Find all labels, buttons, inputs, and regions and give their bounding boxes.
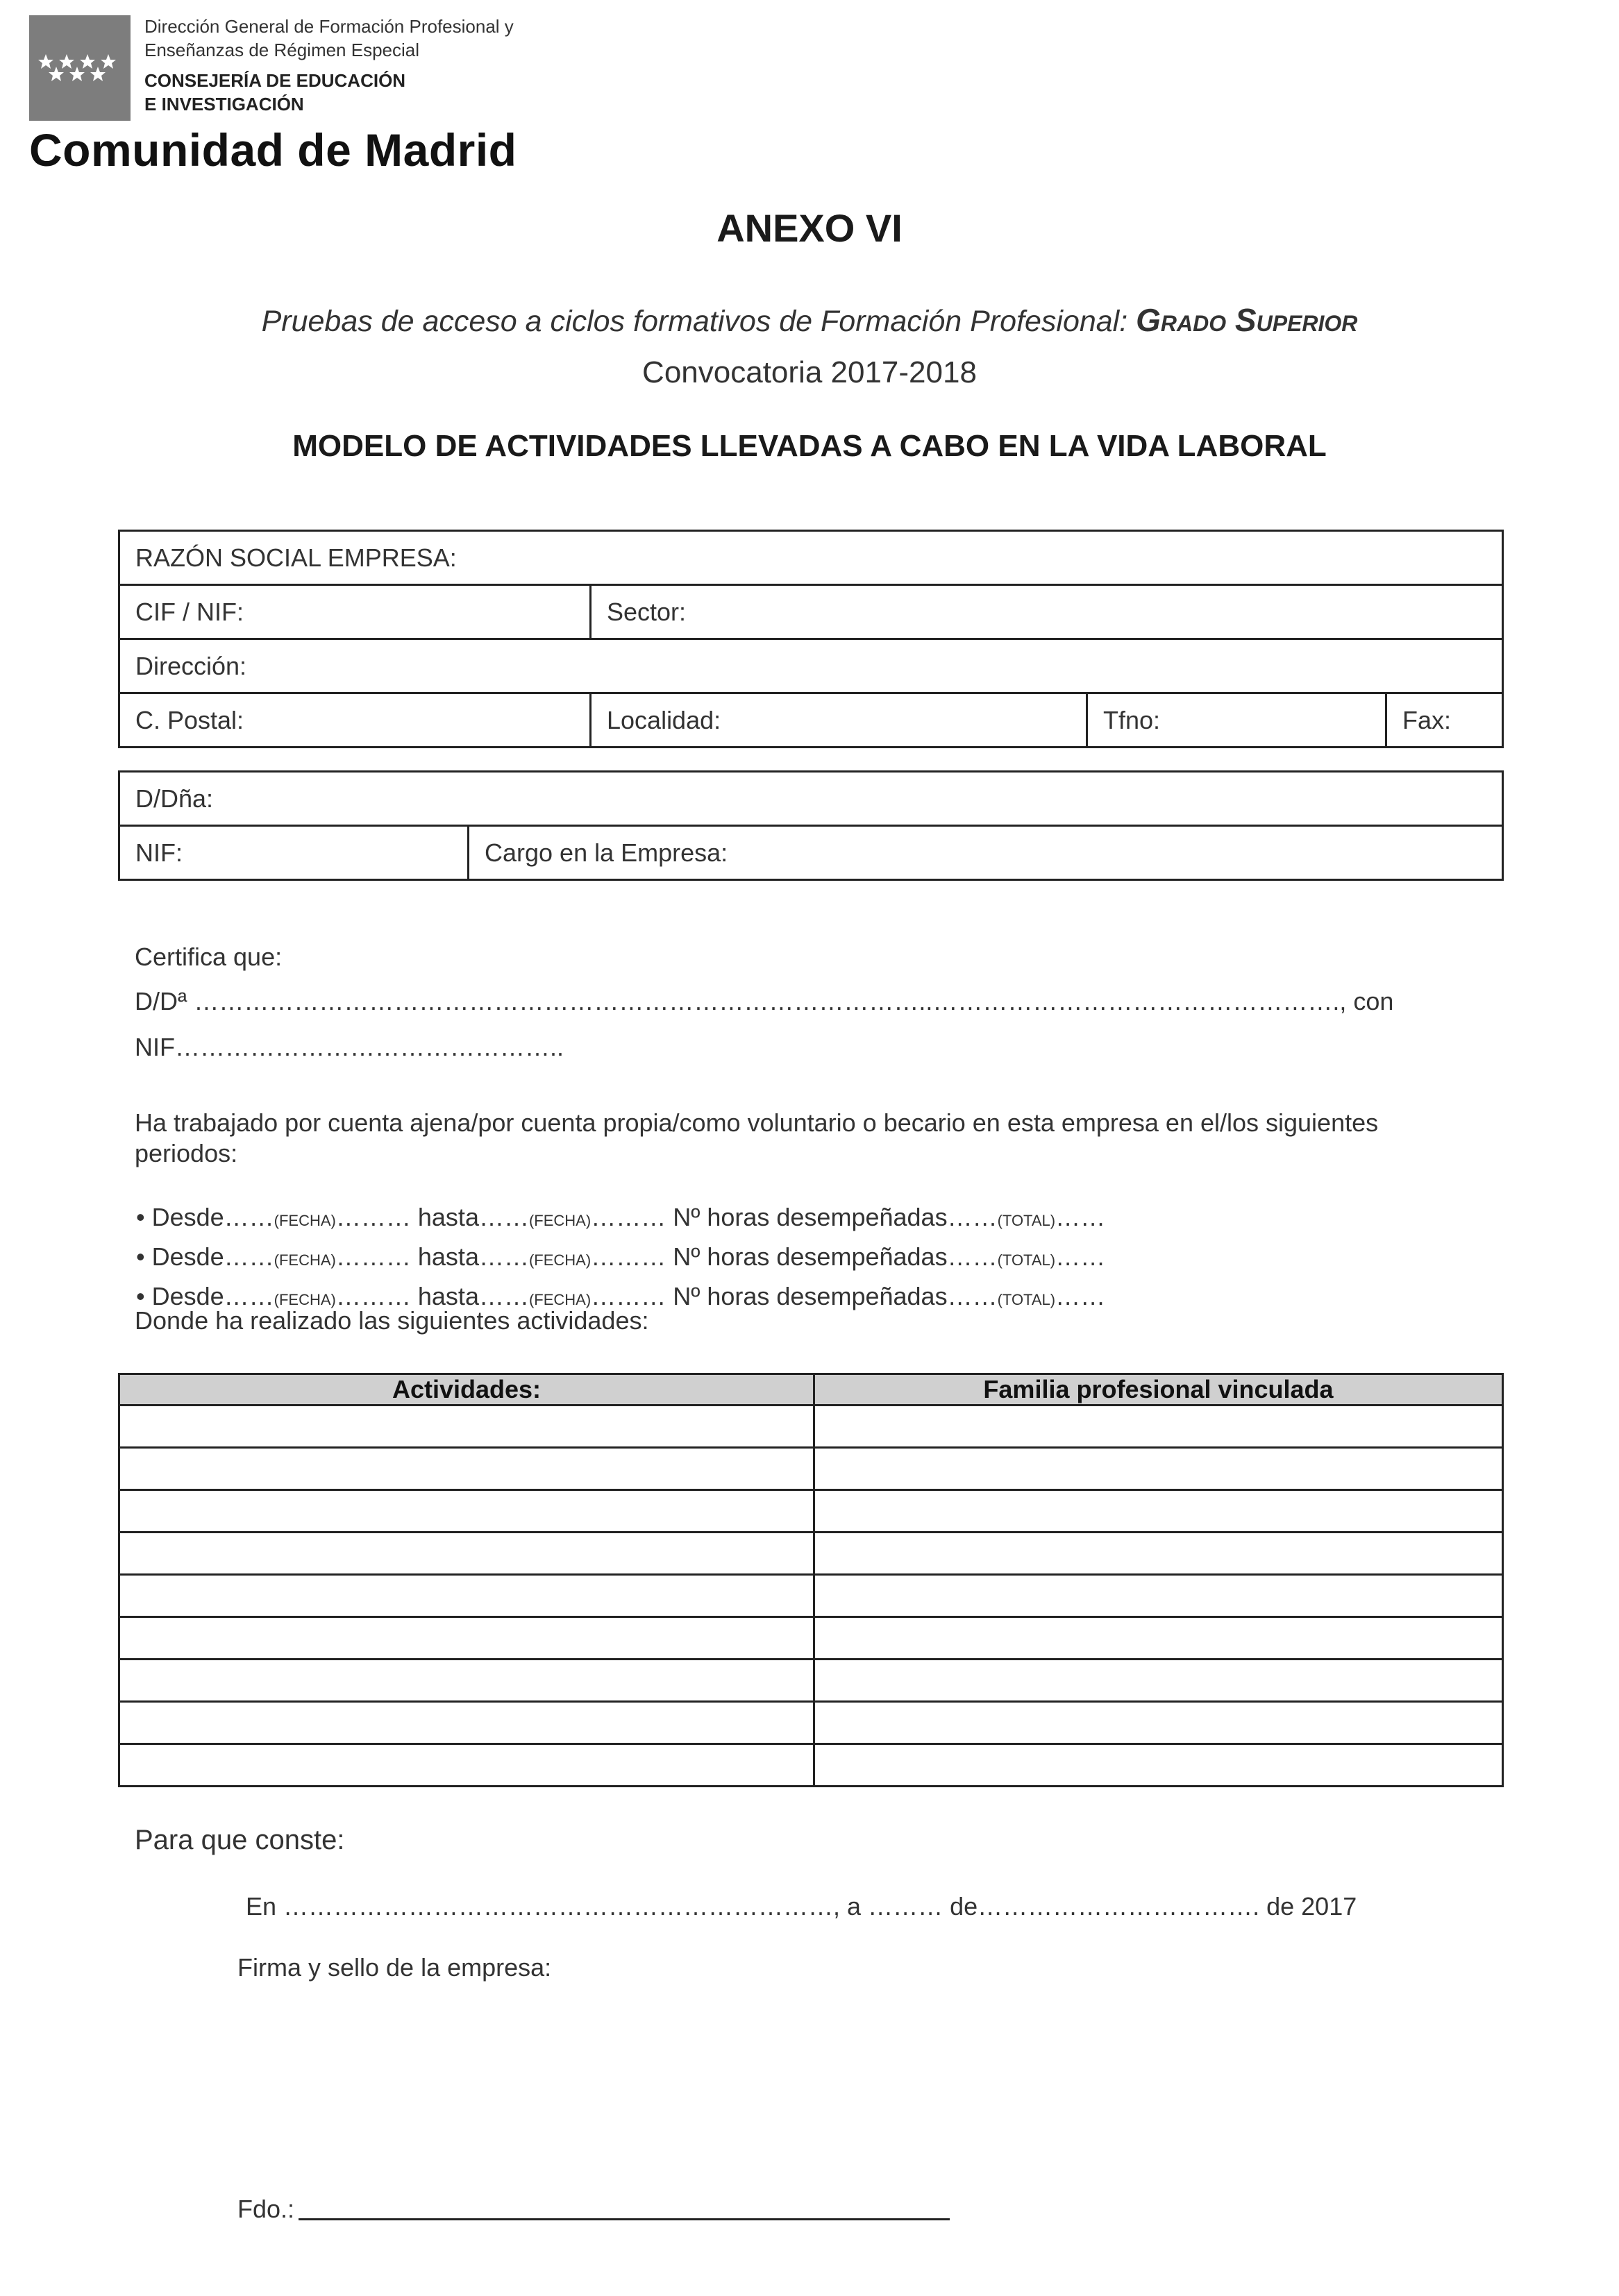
razon-social-field[interactable]: RAZÓN SOCIAL EMPRESA:	[119, 531, 1503, 585]
certifica-intro: Certifica que:	[135, 943, 283, 971]
period-total: (TOTAL)	[997, 1291, 1056, 1308]
period-item: • Desde……(FECHA)……… hasta……(FECHA)……… Nº horas desempeñadas……(TOTAL)……	[136, 1282, 1106, 1310]
period-horas: ……… Nº horas desempeñadas……	[591, 1242, 998, 1271]
cif-field[interactable]: CIF / NIF:	[119, 585, 591, 639]
period-tail: ……	[1055, 1203, 1106, 1231]
familia-cell[interactable]	[814, 1702, 1503, 1744]
period-horas: ……… Nº horas desempeñadas……	[591, 1203, 998, 1231]
period-hasta: ……… hasta……	[335, 1203, 529, 1231]
representative-nif-field[interactable]: NIF:	[119, 826, 469, 880]
period-desde: Desde……	[151, 1203, 274, 1231]
period-total: (TOTAL)	[997, 1212, 1056, 1229]
activity-cell[interactable]	[119, 1533, 814, 1575]
certifica-name-line: D/Dª ……………………………………………………………………………..…………………………………………., con	[135, 987, 1394, 1015]
period-horas: ……… Nº horas desempeñadas……	[591, 1282, 998, 1310]
brand-title: Comunidad de Madrid	[29, 124, 517, 176]
familia-cell[interactable]	[814, 1617, 1503, 1660]
activity-cell[interactable]	[119, 1660, 814, 1702]
table-row	[119, 1448, 1503, 1490]
period-fecha-desde: (FECHA)	[274, 1212, 336, 1229]
activity-cell[interactable]	[119, 1575, 814, 1617]
period-desde: Desde……	[151, 1282, 274, 1310]
subtitle-level: Grado Superior	[1136, 302, 1358, 338]
madrid-logo	[29, 15, 131, 121]
table-row	[119, 1660, 1503, 1702]
madrid-stars-icon	[36, 51, 124, 85]
table-row	[119, 1406, 1503, 1448]
period-item: • Desde……(FECHA)……… hasta……(FECHA)……… Nº horas desempeñadas……(TOTAL)……	[136, 1203, 1106, 1231]
familia-cell[interactable]	[814, 1406, 1503, 1448]
period-fecha-desde: (FECHA)	[274, 1251, 336, 1269]
org-name-line1: Dirección General de Formación Profesional y	[144, 16, 514, 37]
subtitle-text: Pruebas de acceso a ciclos formativos de Formación Profesional:	[261, 305, 1136, 338]
period-total: (TOTAL)	[997, 1251, 1056, 1269]
periods-list	[136, 1199, 1105, 1318]
period-fecha-hasta: (FECHA)	[528, 1291, 592, 1308]
familia-header: Familia profesional vinculada	[814, 1374, 1503, 1406]
fdo-label: Fdo.:	[237, 2195, 295, 2223]
form-heading: MODELO DE ACTIVIDADES LLEVADAS A CABO EN LA VIDA LABORAL	[292, 429, 1327, 463]
period-hasta: ……… hasta……	[335, 1282, 529, 1310]
period-desde: Desde……	[151, 1242, 274, 1271]
familia-cell[interactable]	[814, 1660, 1503, 1702]
period-item: • Desde……(FECHA)……… hasta……(FECHA)……… Nº horas desempeñadas……(TOTAL)……	[136, 1242, 1106, 1271]
familia-cell[interactable]	[814, 1490, 1503, 1533]
familia-cell[interactable]	[814, 1575, 1503, 1617]
localidad-field[interactable]: Localidad:	[591, 693, 1087, 748]
postal-field[interactable]: C. Postal:	[119, 693, 591, 748]
donde-text: Donde ha realizado las siguientes actividades:	[135, 1306, 649, 1335]
period-hasta: ……… hasta……	[335, 1242, 529, 1271]
org-name-line2: Enseñanzas de Régimen Especial	[144, 40, 420, 60]
familia-cell[interactable]	[814, 1448, 1503, 1490]
table-row	[119, 1490, 1503, 1533]
dept-name-line1: CONSEJERÍA DE EDUCACIÓN	[144, 70, 406, 91]
cargo-field[interactable]: Cargo en la Empresa:	[469, 826, 1503, 880]
dept-name-line2: E INVESTIGACIÓN	[144, 94, 304, 115]
period-tail: ……	[1055, 1282, 1106, 1310]
table-row	[119, 1702, 1503, 1744]
para-que-conste: Para que conste:	[135, 1825, 345, 1855]
document-subtitle	[0, 301, 1619, 339]
familia-cell[interactable]	[814, 1744, 1503, 1787]
direccion-field[interactable]: Dirección:	[119, 639, 1503, 693]
convocatoria: Convocatoria 2017-2018	[642, 355, 977, 389]
activity-cell[interactable]	[119, 1490, 814, 1533]
period-fecha-desde: (FECHA)	[274, 1291, 336, 1308]
activity-cell[interactable]	[119, 1448, 814, 1490]
signature-line[interactable]	[299, 2218, 950, 2220]
sector-field[interactable]: Sector:	[591, 585, 1503, 639]
representative-table	[118, 770, 1504, 881]
table-row	[119, 1744, 1503, 1787]
period-fecha-hasta: (FECHA)	[528, 1251, 592, 1269]
company-table	[118, 530, 1504, 748]
activities-header: Actividades:	[119, 1374, 814, 1406]
period-tail: ……	[1055, 1242, 1106, 1271]
trabajado-text: Ha trabajado por cuenta ajena/por cuenta propia/como voluntario o becario en esta empresa en el/los siguientes periodos:	[135, 1108, 1379, 1167]
table-row	[119, 1617, 1503, 1660]
activity-cell[interactable]	[119, 1617, 814, 1660]
document-title: ANEXO VI	[716, 206, 903, 250]
activity-cell[interactable]	[119, 1406, 814, 1448]
activity-cell[interactable]	[119, 1744, 814, 1787]
firma-label: Firma y sello de la empresa:	[237, 1953, 552, 1982]
table-row	[119, 1575, 1503, 1617]
representative-name-field[interactable]: D/Dña:	[119, 772, 1503, 826]
period-fecha-hasta: (FECHA)	[528, 1212, 592, 1229]
tfno-field[interactable]: Tfno:	[1087, 693, 1386, 748]
activities-table	[118, 1373, 1504, 1787]
activity-cell[interactable]	[119, 1702, 814, 1744]
table-row	[119, 1533, 1503, 1575]
place-date-line: En …………………………………………………………, a ……… de……………………………. de 2017	[246, 1892, 1357, 1921]
certifica-nif-line: NIF………………………………………..	[135, 1033, 564, 1061]
fax-field[interactable]: Fax:	[1386, 693, 1503, 748]
familia-cell[interactable]	[814, 1533, 1503, 1575]
